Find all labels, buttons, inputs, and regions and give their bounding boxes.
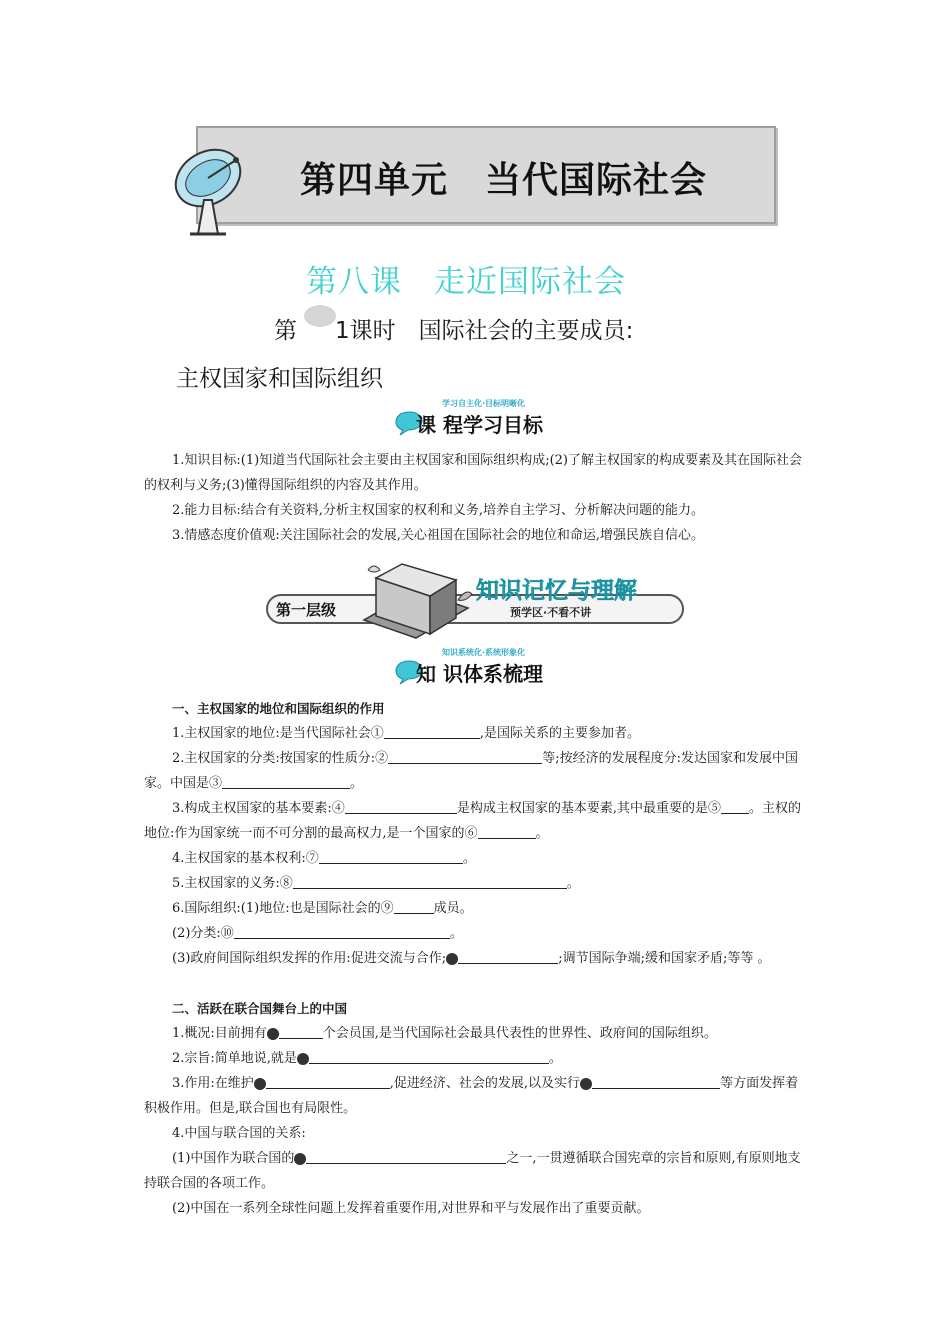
- fill-line: 2.主权国家的分类:按国家的性质分:② 等;按经济的发展程度分:发达国家和发展中国家。中国是③ 。: [144, 751, 798, 791]
- level-subtitle: 预学区·不看不讲: [510, 606, 592, 619]
- level-title: 知识记忆与理解: [476, 578, 637, 604]
- system-header-title: 知 识体系梳理: [416, 662, 543, 686]
- answer-blank[interactable]: [222, 774, 350, 789]
- answer-blank[interactable]: [592, 1074, 720, 1089]
- answer-blank[interactable]: [306, 1149, 506, 1164]
- section-1-title: 一、主权国家的地位和国际组织的作用: [172, 701, 385, 716]
- system-header: [394, 647, 564, 691]
- mark-13: 13: [297, 1053, 309, 1065]
- lesson-title: 第八课 走近国际社会: [306, 264, 626, 300]
- goals-header: [394, 398, 564, 442]
- fill-line: (2)分类:⑩ 。: [172, 926, 463, 941]
- fill-line: (3)政府间国际组织发挥的作用:促进交流与合作; 11 ;调节国际争端;缓和国家矛盾;等等 。: [172, 951, 771, 966]
- answer-blank[interactable]: [458, 949, 558, 964]
- answer-blank[interactable]: [279, 1024, 323, 1039]
- fill-line: 1.主权国家的地位:是当代国际社会① ,是国际关系的主要参加者。: [172, 726, 640, 741]
- period-subtitle: 主权国家和国际组织: [176, 366, 383, 392]
- fill-line: 5.主权国家的义务:⑧ 。: [172, 876, 580, 891]
- system-header-tagline: 知识系统化·系统形象化: [442, 648, 526, 657]
- fill-line: 4.主权国家的基本权利:⑦ 。: [172, 851, 476, 866]
- book-icon: [346, 560, 476, 640]
- period-title: 第 1课时 国际社会的主要成员:: [274, 318, 634, 344]
- section-2-title: 二、活跃在联合国舞台上的中国: [172, 1001, 348, 1016]
- answer-blank[interactable]: [319, 849, 463, 864]
- answer-blank[interactable]: [266, 1074, 390, 1089]
- answer-blank[interactable]: [478, 824, 536, 839]
- mark-12: 12: [267, 1028, 279, 1040]
- fill-line: 4.中国与联合国的关系:: [172, 1126, 306, 1141]
- level-label: 第一层级: [276, 601, 337, 619]
- level-banner: [262, 560, 692, 642]
- answer-blank[interactable]: [384, 724, 480, 739]
- goal-item: 1.知识目标:(1)知道当代国际社会主要由主权国家和国际组织构成;(2)了解主权国家的构成要素及其在国际社会的权利与义务;(3)懂得国际组织的内容及其作用。: [144, 453, 802, 493]
- answer-blank[interactable]: [345, 799, 457, 814]
- mark-16: 16: [294, 1153, 306, 1165]
- section-1: [144, 696, 808, 971]
- mark-11: 11: [446, 953, 458, 965]
- mark-15: 15: [580, 1078, 592, 1090]
- mark-14: 14: [254, 1078, 266, 1090]
- fill-line: (1)中国作为联合国的 16 之一,一贯遵循联合国宪章的宗旨和原则,有原则地支持联合国的各项工作。: [144, 1151, 801, 1191]
- section-2: [144, 996, 808, 1221]
- fill-line: 6.国际组织:(1)地位:也是国际社会的⑨ 成员。: [172, 901, 473, 916]
- answer-blank[interactable]: [309, 1049, 549, 1064]
- answer-blank[interactable]: [388, 749, 542, 764]
- answer-blank[interactable]: [394, 899, 434, 914]
- answer-blank[interactable]: [293, 874, 567, 889]
- goals-list: [144, 448, 808, 548]
- goals-header-tagline: 学习自主化·目标明晰化: [442, 399, 526, 408]
- goals-header-title: 课 程学习目标: [416, 413, 543, 437]
- fill-line: 3.构成主权国家的基本要素:④ 是构成主权国家的基本要素,其中最重要的是⑤ 。主权的地位:作为国家统一而不可分割的最高权力,是一个国家的⑥ 。: [144, 801, 801, 841]
- goal-item: 3.情感态度价值观:关注国际社会的发展,关心祖国在国际社会的地位和命运,增强民族自信心。: [172, 528, 705, 543]
- unit-title: 第四单元 当代国际社会: [300, 160, 708, 201]
- goal-item: 2.能力目标:结合有关资料,分析主权国家的权利和义务,培养自主学习、分析解决问题的能力。: [172, 503, 705, 518]
- answer-blank[interactable]: [234, 924, 450, 939]
- fill-line: (2)中国在一系列全球性问题上发挥着重要作用,对世界和平与发展作出了重要贡献。: [172, 1201, 650, 1216]
- fill-line: 3.作用:在维护 14 ,促进经济、社会的发展,以及实行 15 等方面发挥着积极作用。但是,联合国也有局限性。: [144, 1076, 799, 1116]
- fill-line: 2.宗旨:简单地说,就是 13 。: [172, 1051, 562, 1066]
- fill-line: 1.概况:目前拥有 12 个会员国,是当代国际社会最具代表性的世界性、政府间的国际组织。: [172, 1026, 717, 1041]
- satellite-dish-icon: [168, 138, 258, 238]
- answer-blank[interactable]: [721, 799, 749, 814]
